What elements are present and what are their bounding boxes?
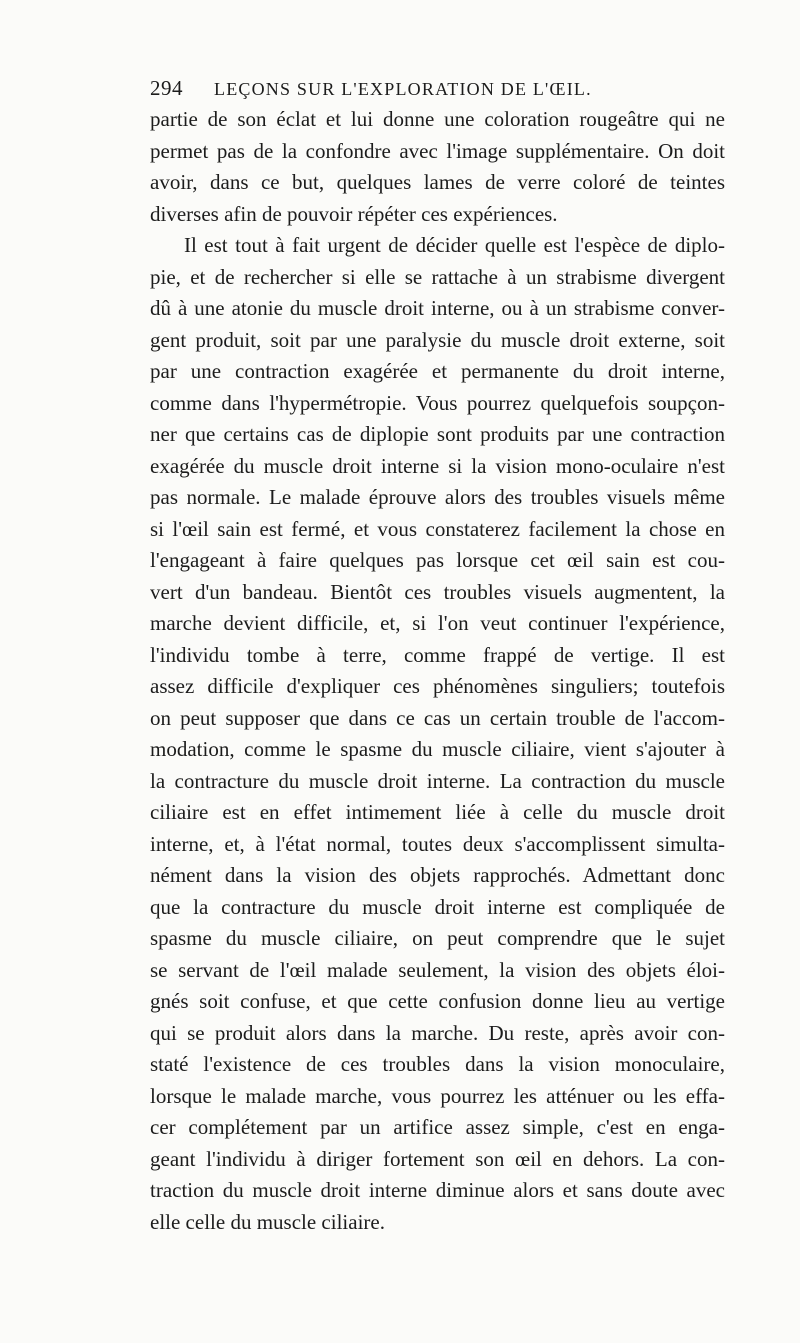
text-line: marche devient difficile, et, si l'on veut continuer l'expérience, [150,611,725,635]
text-line: spasme du muscle ciliaire, on peut comprendre que le sujet [150,926,725,950]
text-line: diverses afin de pouvoir répéter ces expériences. [150,201,558,226]
text-line: Il est tout à fait urgent de décider quelle est l'espèce de diplo- [184,233,725,257]
text-line: permet pas de la confondre avec l'image supplémentaire. On doit [150,138,725,163]
text-line: ner que certains cas de diplopie sont produits par une contraction [150,422,725,446]
text-line: dû à une atonie du muscle droit interne, ou à un strabisme conver- [150,296,725,320]
text-line: pie, et de rechercher si elle se rattache à un strabisme divergent [150,264,725,289]
text-line: assez difficile d'expliquer ces phénomènes singuliers; toutefois [150,674,725,698]
text-line: gnés soit confuse, et que cette confusion donne lieu au vertige [150,989,725,1013]
text-line: elle celle du muscle ciliaire. [150,1209,385,1234]
running-title: LEÇONS SUR L'EXPLORATION DE L'ŒIL. [214,79,592,99]
page-number: 294 [150,76,183,100]
text-line: se servant de l'œil malade seulement, la vision des objets éloi- [150,957,725,982]
text-line: gent produit, soit par une paralysie du muscle droit externe, soit [150,327,725,352]
text-line: l'engageant à faire quelques pas lorsque cet œil sain est cou- [150,548,725,572]
text-line: ciliaire est en effet intimement liée à celle du muscle droit [150,800,725,824]
text-line: cer complétement par un artifice assez simple, c'est en enga- [150,1115,725,1139]
text-line: qui se produit alors dans la marche. Du reste, après avoir con- [150,1020,725,1045]
text-line: interne, et, à l'état normal, toutes deux s'accomplissent simulta- [150,831,725,856]
body-text [150,104,725,1238]
text-line: geant l'individu à diriger fortement son œil en dehors. La con- [150,1146,725,1171]
text-line: si l'œil sain est fermé, et vous constaterez facilement la chose en [150,516,725,541]
text-line: on peut supposer que dans ce cas un certain trouble de l'accom- [150,705,725,730]
text-line: exagérée du muscle droit interne si la vision mono-oculaire n'est [150,453,725,478]
text-line: nément dans la vision des objets rapprochés. Admettant donc [150,863,725,887]
text-line: vert d'un bandeau. Bientôt ces troubles visuels augmentent, la [150,579,725,604]
text-line: la contracture du muscle droit interne. La contraction du muscle [150,768,725,793]
text-line: comme dans l'hypermétropie. Vous pourrez quelquefois soupçon- [150,390,725,415]
text-line: pas normale. Le malade éprouve alors des troubles visuels même [150,485,725,509]
text-line: modation, comme le spasme du muscle ciliaire, vient s'ajouter à [150,737,725,761]
text-line: l'individu tombe à terre, comme frappé de vertige. Il est [150,642,725,667]
text-line: que la contracture du muscle droit interne est compliquée de [150,894,725,919]
text-line: avoir, dans ce but, quelques lames de verre coloré de teintes [150,170,725,194]
text-line: staté l'existence de ces troubles dans la vision monoculaire, [150,1052,725,1076]
text-line: par une contraction exagérée et permanente du droit interne, [150,359,725,383]
text-line: traction du muscle droit interne diminue alors et sans doute avec [150,1178,725,1202]
text-line: partie de son éclat et lui donne une coloration rougeâtre qui ne [150,107,725,131]
running-head [150,74,725,102]
text-line: lorsque le malade marche, vous pourrez les atténuer ou les effa- [150,1083,725,1108]
